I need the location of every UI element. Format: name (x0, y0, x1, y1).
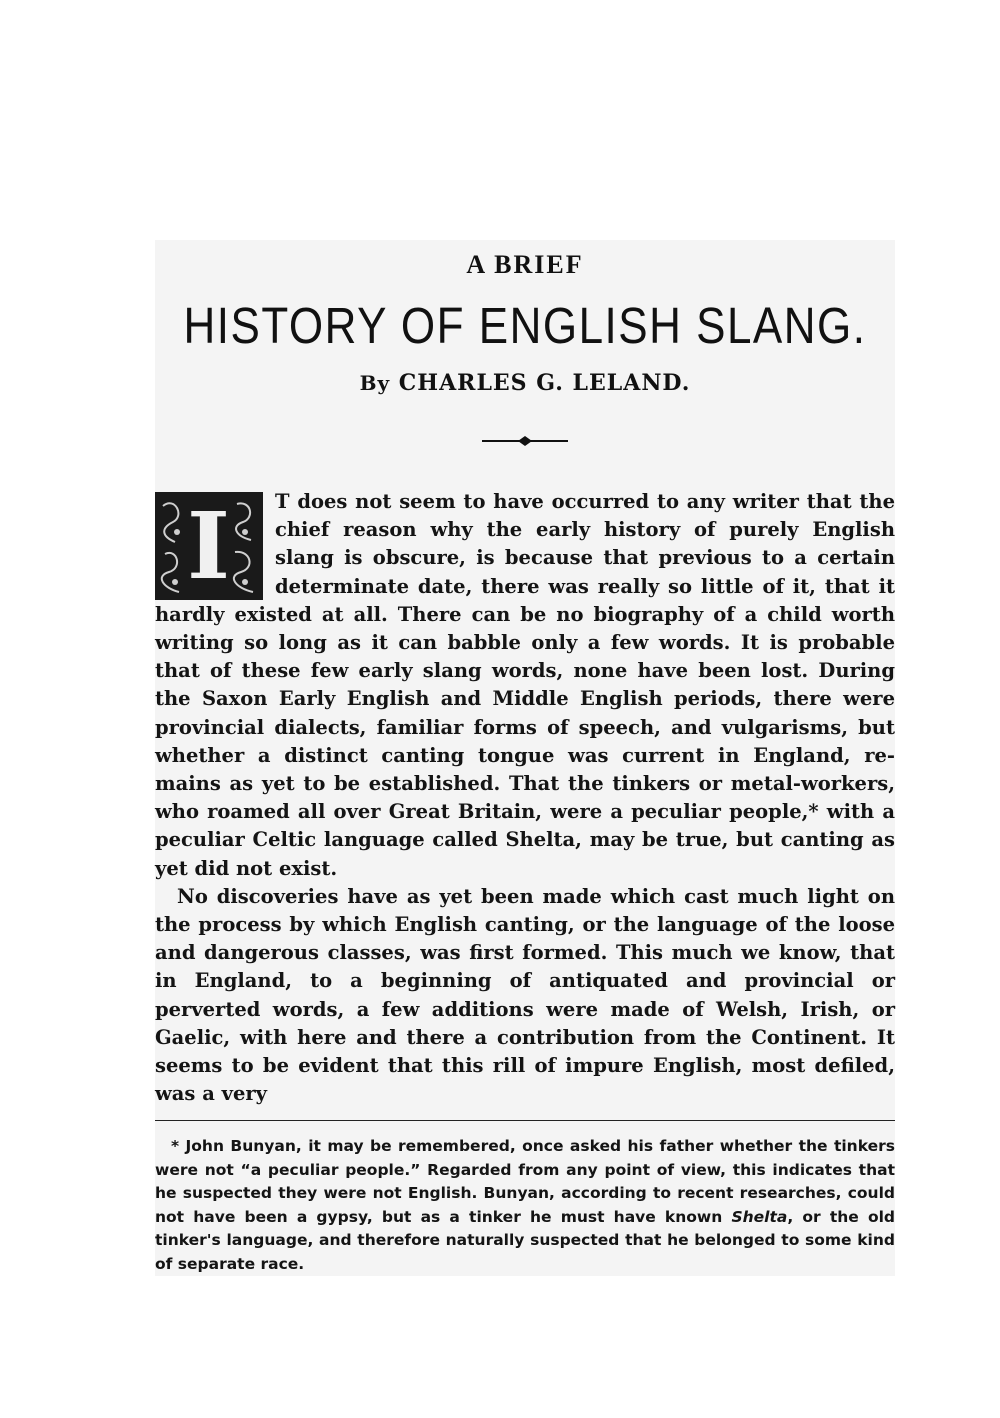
paragraph-2: No discoveries have as yet been made which cast much light on the process by which English canting, or the language of the loose and dangerous classes, was first formed. This much we know, that in England, to a beginning of antiquated and provincial or perverted words, a few additions were made of Welsh, Irish, or Gaelic, with here and there a contribution from the Continent. It seems to be evident that this rill of impure English, most defiled, was a very (155, 884, 895, 1106)
footnote-text-start: * John Bunyan, it may be remembered, once asked his father whether the tinkers were not “a peculiar people.” Regarded from any point of view, this indicates that he suspected they were not English. Bunyan, according to recent researches, could not have been a gypsy, but as a tinker he must have known (155, 1137, 895, 1226)
footnote-divider (155, 1120, 895, 1121)
page (155, 240, 895, 1276)
title-line-1: A BRIEF (466, 250, 584, 279)
dropcap-letter: I (187, 492, 231, 600)
dropcap (155, 492, 263, 600)
author-name: CHARLES G. LELAND. (398, 370, 691, 396)
footnote-italic: Shelta (731, 1207, 788, 1226)
byline (155, 370, 895, 396)
byline-by: By (359, 371, 391, 395)
footnote-text-end: , or the old tinker's language, and therefore naturally suspected that he belonged to some kind of separate race. (155, 1207, 895, 1273)
footnote (155, 1135, 895, 1276)
article-body (155, 488, 895, 1108)
paragraph-1: T does not seem to have occurred to any writer that the chief reason why the early history of purely English slang is obscure, is because that previous to a certain determinate date, there was really so little of it, that it hardly existed at all. There can be no biography of a child worth writing so long as it can babble only a few words. It is probable that of these few early slang words, none have been lost. During the Saxon Early English and Middle English periods, there were provincial dialects, familiar forms of speech, and vulgarisms, but whether a distinct canting tongue was current in England, re-mains as yet to be established. That the tinkers or metal-workers, who roamed all over Great Britain, were a peculiar people,* with a peculiar Celtic language called Shelta, may be true, but canting as yet did not exist. (155, 490, 895, 880)
ornament-divider-icon (480, 434, 570, 448)
footnote-text (155, 1135, 895, 1276)
page-title: HISTORY OF ENGLISH SLANG. (183, 298, 867, 355)
